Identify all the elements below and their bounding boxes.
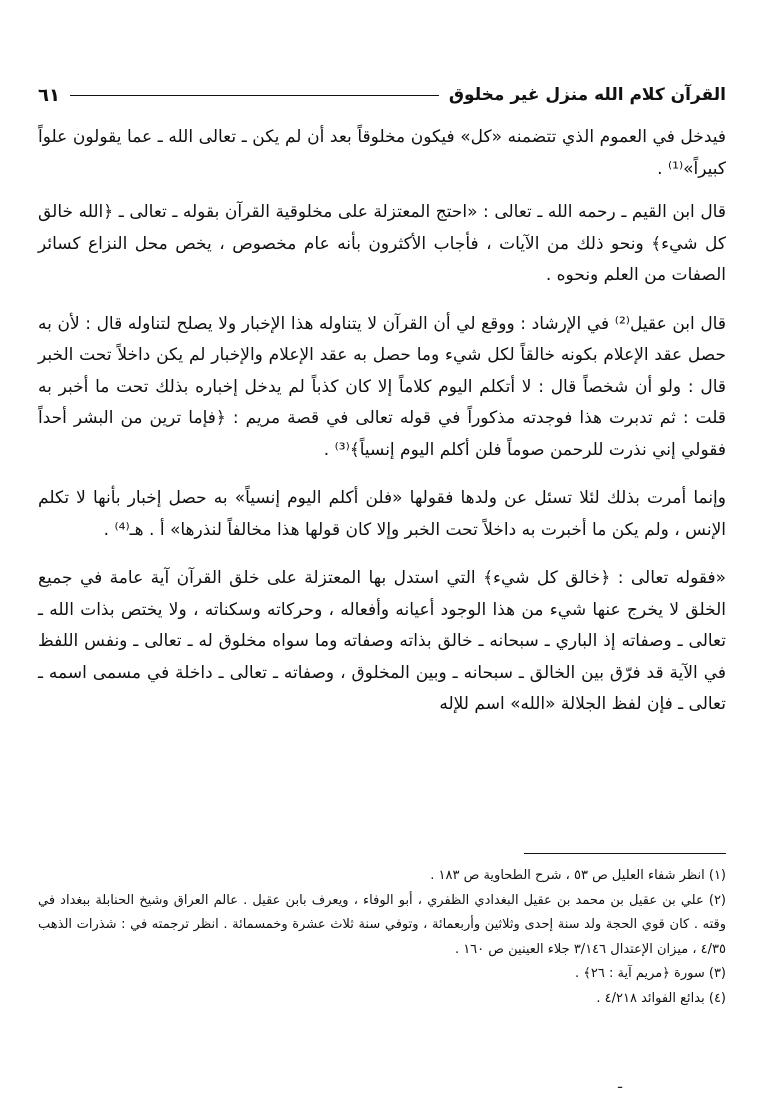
running-title: القرآن كلام الله منزل غير مخلوق bbox=[448, 85, 726, 105]
footnote-2: (٢) علي بن عقيل بن محمد بن عقيل البغدادي الظفري ، أبو الوفاء ، ويعرف بابن عقيل . عالم العراق وشيخ الحنابلة ببغداد في وقته . كان قوي الحجة ولد سنة إحدى وثلاثين وأربعمائة ، وتوفي سنة ثلاث عشرة وخمسمائة . انظر ترجمته في : شذرات الذهب ٤/٣٥ ، ميزان الإعتدال ٣/١٤٦ جلاء العينين ص ١٦٠ . bbox=[38, 892, 726, 957]
page-number: ٦١ bbox=[38, 84, 60, 106]
paragraph-4: وإنما أمرت بذلك لئلا تسئل عن ولدها فقولها «فلن أكلم اليوم إنسياً» به حصل إخبار بأنها لا تكلم الإنس ، ولم يكن ما أخبرت به داخلاً تحت الخبر وإلا كان قولها هذا مخالفاً لنذرها» أ . هـ⁽⁴⁾ . bbox=[38, 488, 726, 540]
footnote-1: (١) انظر شفاء العليل ص ٥٣ ، شرح الطحاوية ص ١٨٣ . bbox=[430, 868, 726, 883]
paragraph-1: فيدخل في العموم الذي تتضمنه «كل» فيكون مخلوقاً بعد أن لم يكن ـ تعالى الله ـ عما يقولون علواً كبيراً»⁽¹⁾ . bbox=[38, 127, 726, 179]
footnote-3: (٣) سورة ﴿مريم آية : ٢٦﴾ . bbox=[575, 966, 726, 981]
paragraph-3: قال ابن عقيل⁽²⁾ في الإرشاد : ووقع لي أن القرآن لا يتناوله هذا الإخبار ولا يصلح لتناوله قال : لأن به حصل عقد الإعلام بكونه خالقاً لكل شيء وما حصل به عقد الإعلام والإخبار لم يكن داخلاً تحت الخبر قال : ولو أن شخصاً قال : لا أتكلم اليوم كلاماً إلا كان كذباً لم يدخل إخباره بذلك تحت ما أخبر به قلت : ثم تدبرت هذا فوجدته مذكوراً في قوله تعالى في قصة مريم : ﴿فإما ترين من البشر أحداً فقولي إني نذرت للرحمن صوماً فلن أكلم اليوم إنسياً﴾⁽³⁾ . bbox=[38, 313, 726, 460]
paragraph-5: «فقوله تعالى : ﴿خالق كل شيء﴾ التي استدل بها المعتزلة على خلق القرآن آية عامة في جميع الخلق لا يخرج عنها شيء من هذا الوجود أعيانه وأفعاله ، وحركاته وسكناته ، ولا يختص بذات الله ـ تعالى ـ وصفاته إذ الباري ـ سبحانه ـ خالق بذاته وصفاته وما سواه مخلوق له ـ تعالى ـ ونفس اللفظ في الآية قد فرّق بين الخالق ـ سبحانه ـ وبين المخلوق ، وصفاته ـ تعالى ـ داخلة في مسمى اسمه ـ تعالى ـ فإن لفظ الجلالة «الله» اسم للإله bbox=[38, 568, 726, 714]
corner-mark: ـ bbox=[618, 1076, 623, 1092]
footnotes bbox=[38, 864, 726, 1011]
header-rule bbox=[70, 95, 439, 96]
footnote-separator bbox=[524, 853, 726, 854]
footnote-4: (٤) بدائع الفوائد ٤/٢١٨ . bbox=[596, 990, 726, 1006]
paragraph-2: قال ابن القيم ـ رحمه الله ـ تعالى : «احتج المعتزلة على مخلوقية القرآن بقوله ـ تعالى ـ ﴿الله خالق كل شيء﴾ ونحو ذلك من الآيات ، فأجاب الأكثرون بأنه عام مخصوص ، يخص محل النزاع كسائر الصفات من العلم ونحوه . bbox=[38, 202, 726, 285]
running-header bbox=[38, 82, 726, 108]
main-text bbox=[38, 122, 726, 738]
